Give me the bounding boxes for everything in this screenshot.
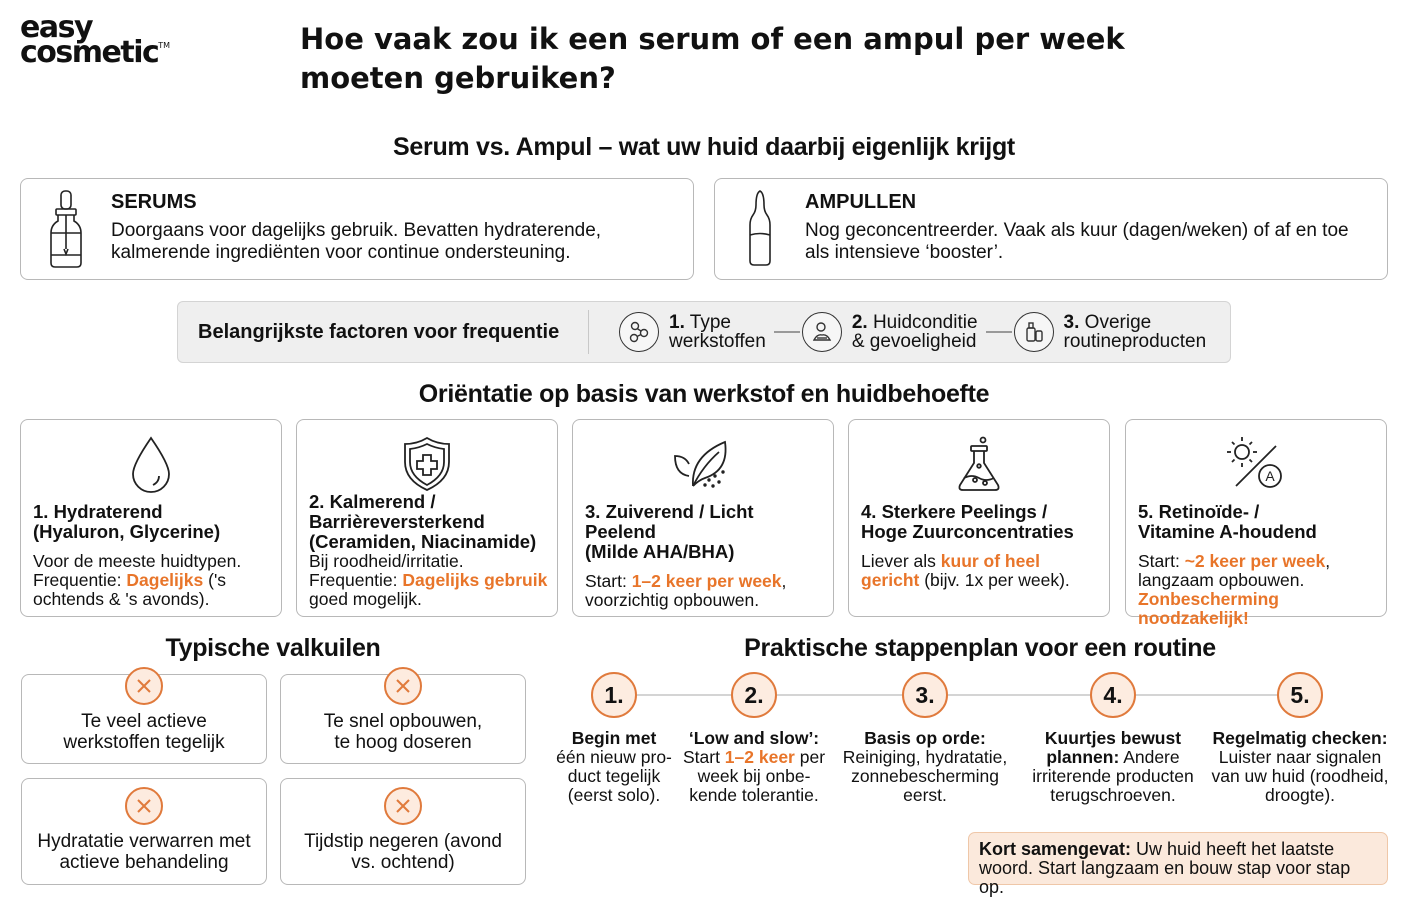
divider xyxy=(588,310,589,354)
x-circle-icon xyxy=(125,787,163,825)
step-number-badge: 3. xyxy=(902,672,948,718)
serums-heading: SERUMS xyxy=(111,191,197,213)
step-number-badge: 2. xyxy=(731,672,777,718)
pitfall-item: Hydratatie verwarren met actieve behandeling xyxy=(21,778,267,885)
factor-type-werkstoffen: 1. Type werkstoffen xyxy=(619,312,766,352)
step-number-badge: 4. xyxy=(1090,672,1136,718)
brand-logo: easy cosmetic™ xyxy=(20,10,171,70)
pitfall-item: Tijdstip negeren (avond vs. ochtend) xyxy=(280,778,526,885)
card-sterkere-peelings: 4. Sterkere Peelings / Hoge Zuurconcentraties Liever als kuur of heel gericht (bijv. 1x per week). xyxy=(848,419,1110,617)
card-retinoide: A 5. Retinoïde- / Vitamine A-houdend Start: ~2 keer per week, langzaam opbouwen. Zonbescherming noodzakelijk! xyxy=(1125,419,1387,617)
dropper-bottle-icon xyxy=(21,179,111,279)
step-5-text: Regelmatig checken: Luister naar signalen van uw huid (roodheid, droogte). xyxy=(1211,728,1389,805)
step-number-badge: 1. xyxy=(591,672,637,718)
serums-card xyxy=(20,178,694,280)
x-circle-icon xyxy=(384,667,422,705)
connector-line xyxy=(774,331,800,333)
step-2-text: ‘Low and slow’: Start 1–2 keer per week bij onbe-kende tolerantie. xyxy=(682,728,826,805)
serums-text: Doorgaans voor dagelijks gebruik. Bevatten hydraterende, kalmerende ingrediënten voor continue ondersteuning. xyxy=(111,220,602,263)
ampullen-card xyxy=(714,178,1388,280)
products-icon xyxy=(1014,312,1054,352)
sun-vitamin-a-icon xyxy=(1126,428,1386,500)
summary-box: Kort samengevat: Uw huid heeft het laatste woord. Start langzaam en bouw stap voor stap op. xyxy=(968,832,1388,885)
ampullen-heading: AMPULLEN xyxy=(805,191,917,213)
x-circle-icon xyxy=(384,787,422,825)
connector-line xyxy=(986,331,1012,333)
factors-label: Belangrijkste factoren voor frequentie xyxy=(198,320,560,343)
shield-cross-icon xyxy=(297,428,557,500)
sunscreen-warning: Zonbescherming noodzakelijk! xyxy=(1138,589,1279,628)
card-kalmerend: 2. Kalmerend / Barrièreversterkend (Ceramiden, Niacinamide) Bij roodheid/irritatie. Frequentie: Dagelijks gebruik goed mogelijk. xyxy=(296,419,558,617)
comparison-section-title: Serum vs. Ampul – wat uw huid daarbij eigenlijk krijgt xyxy=(393,133,1015,161)
pitfall-item: Te veel actieve werkstoffen tegelijk xyxy=(21,674,267,764)
leaf-icon xyxy=(573,428,833,500)
svg-text:A: A xyxy=(1265,468,1275,484)
ampoule-icon xyxy=(715,179,805,279)
page-title: Hoe vaak zou ik een serum of een ampul per week moeten gebruiken? xyxy=(300,22,1125,95)
factors-bar xyxy=(177,301,1231,363)
steps-connector-line xyxy=(615,694,1301,696)
steps-section-title: Praktische stappenplan voor een routine xyxy=(744,634,1216,662)
flask-icon xyxy=(849,428,1109,500)
step-1-text: Begin met één nieuw pro-duct tegelijk (eerst solo). xyxy=(556,728,672,805)
orientation-section-title: Oriëntatie op basis van werkstof en huidbehoefte xyxy=(418,380,990,408)
step-3-text: Basis op orde: Reiniging, hydratatie, zonnebescherming eerst. xyxy=(842,728,1008,805)
factor-overige-producten: 3. Overige routineproducten xyxy=(1014,312,1207,352)
card-zuiverend: 3. Zuiverend / Licht Peelend (Milde AHA/BHA) Start: 1–2 keer per week, voorzichtig opbouwen. xyxy=(572,419,834,617)
molecule-icon xyxy=(619,312,659,352)
step-number-badge: 5. xyxy=(1277,672,1323,718)
pitfalls-section-title: Typische valkuilen xyxy=(165,634,381,662)
skin-condition-icon xyxy=(802,312,842,352)
card-hydraterend: 1. Hydraterend (Hyaluron, Glycerine) Voor de meeste huidtypen. Frequentie: Dagelijks ('s ochtends & 's avonds). xyxy=(20,419,282,617)
ampullen-text: Nog geconcentreerder. Vaak als kuur (dagen/weken) of af en toe als intensieve ‘booster’. xyxy=(805,220,1349,263)
step-4-text: Kuurtjes bewust plannen: Andere irriterende producten terugschroeven. xyxy=(1032,728,1194,805)
factor-huidconditie: 2. Huidconditie & gevoeligheid xyxy=(802,312,978,352)
droplet-icon xyxy=(21,428,281,500)
x-circle-icon xyxy=(125,667,163,705)
pitfall-item: Te snel opbouwen, te hoog doseren xyxy=(280,674,526,764)
